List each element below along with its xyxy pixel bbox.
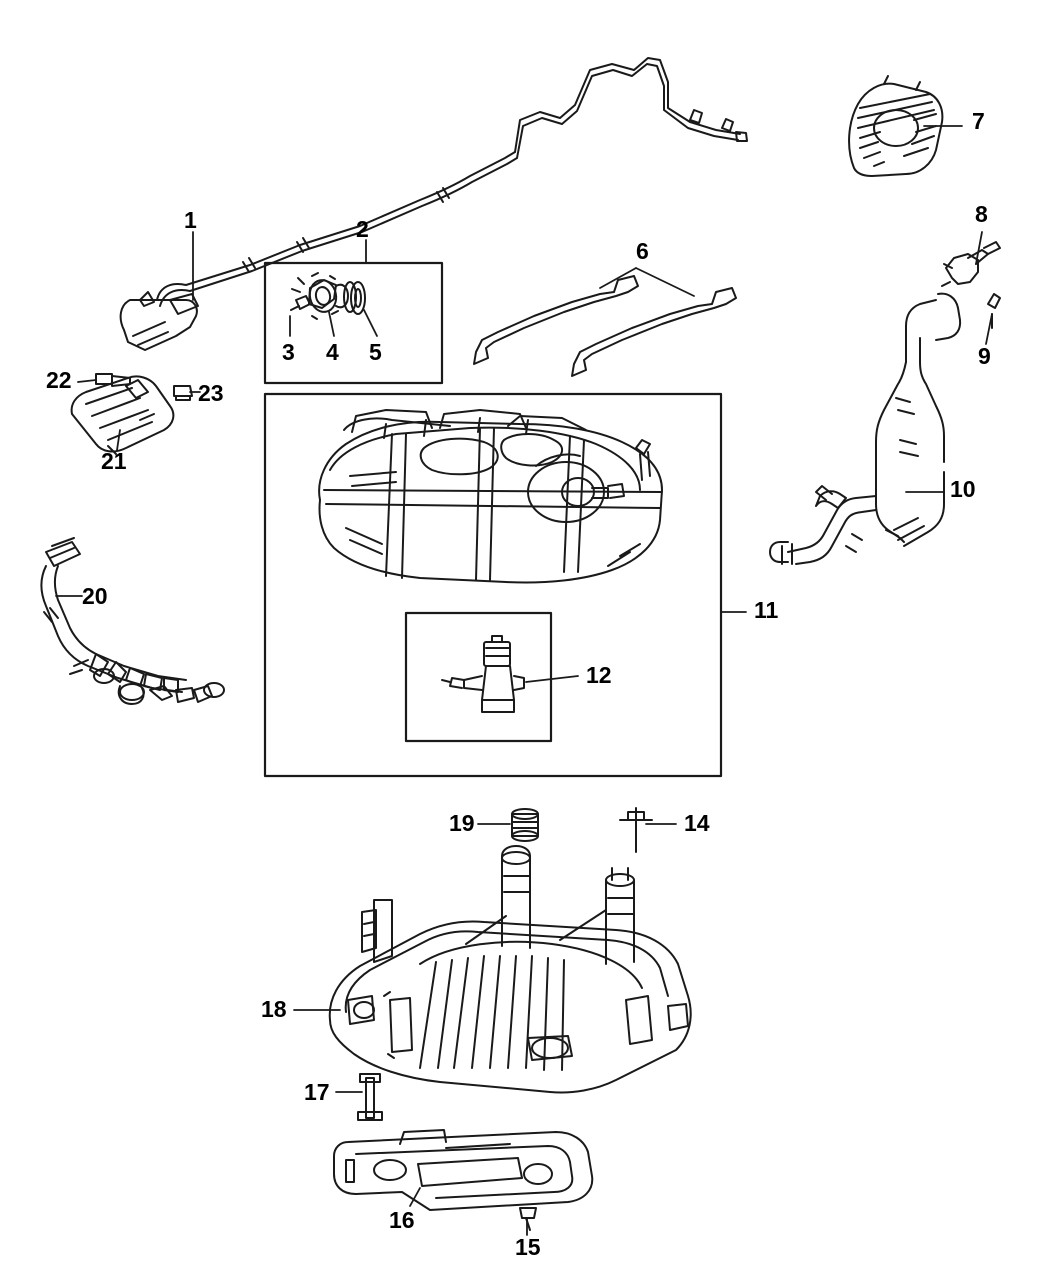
wiring-harness (42, 538, 225, 704)
callout-11: 11 (754, 597, 779, 623)
fuel-pump-detail (442, 636, 524, 712)
stud-bolt (620, 808, 652, 852)
callout-3: 3 (282, 339, 295, 365)
callout-20: 20 (82, 583, 108, 609)
callout-12: 12 (586, 662, 612, 688)
callout-18: 18 (261, 996, 287, 1022)
callout-9: 9 (978, 343, 991, 369)
bolt-long (358, 1074, 382, 1120)
callout-4: 4 (326, 339, 339, 365)
spacer (512, 809, 538, 841)
callout-21: 21 (101, 448, 127, 474)
callout-7: 7 (972, 108, 985, 134)
skid-plate-crossmember (334, 1130, 592, 1210)
callout-19: 19 (449, 810, 475, 836)
callout-6: 6 (636, 238, 649, 264)
fuel-line-assembly (121, 58, 747, 350)
callout-5: 5 (369, 339, 382, 365)
callout-2: 2 (356, 216, 369, 242)
fuel-tank-body (319, 410, 662, 583)
callout-15: 15 (515, 1234, 541, 1260)
callout-1: 1 (184, 207, 197, 233)
tank-straps (474, 276, 736, 376)
callout-22: 22 (46, 367, 72, 393)
fuel-tank-skid-plate (330, 846, 691, 1093)
callout-14: 14 (684, 810, 710, 836)
pump-module-detail (291, 273, 365, 319)
fuel-filler-tube (770, 294, 960, 564)
bracket-shield (72, 376, 174, 454)
nut-23 (174, 386, 192, 400)
callout-16: 16 (389, 1207, 415, 1233)
nut (520, 1208, 536, 1230)
callout-17: 17 (304, 1079, 330, 1105)
callout-10: 10 (950, 476, 976, 502)
callout-23: 23 (198, 380, 224, 406)
callout-8: 8 (975, 201, 988, 227)
